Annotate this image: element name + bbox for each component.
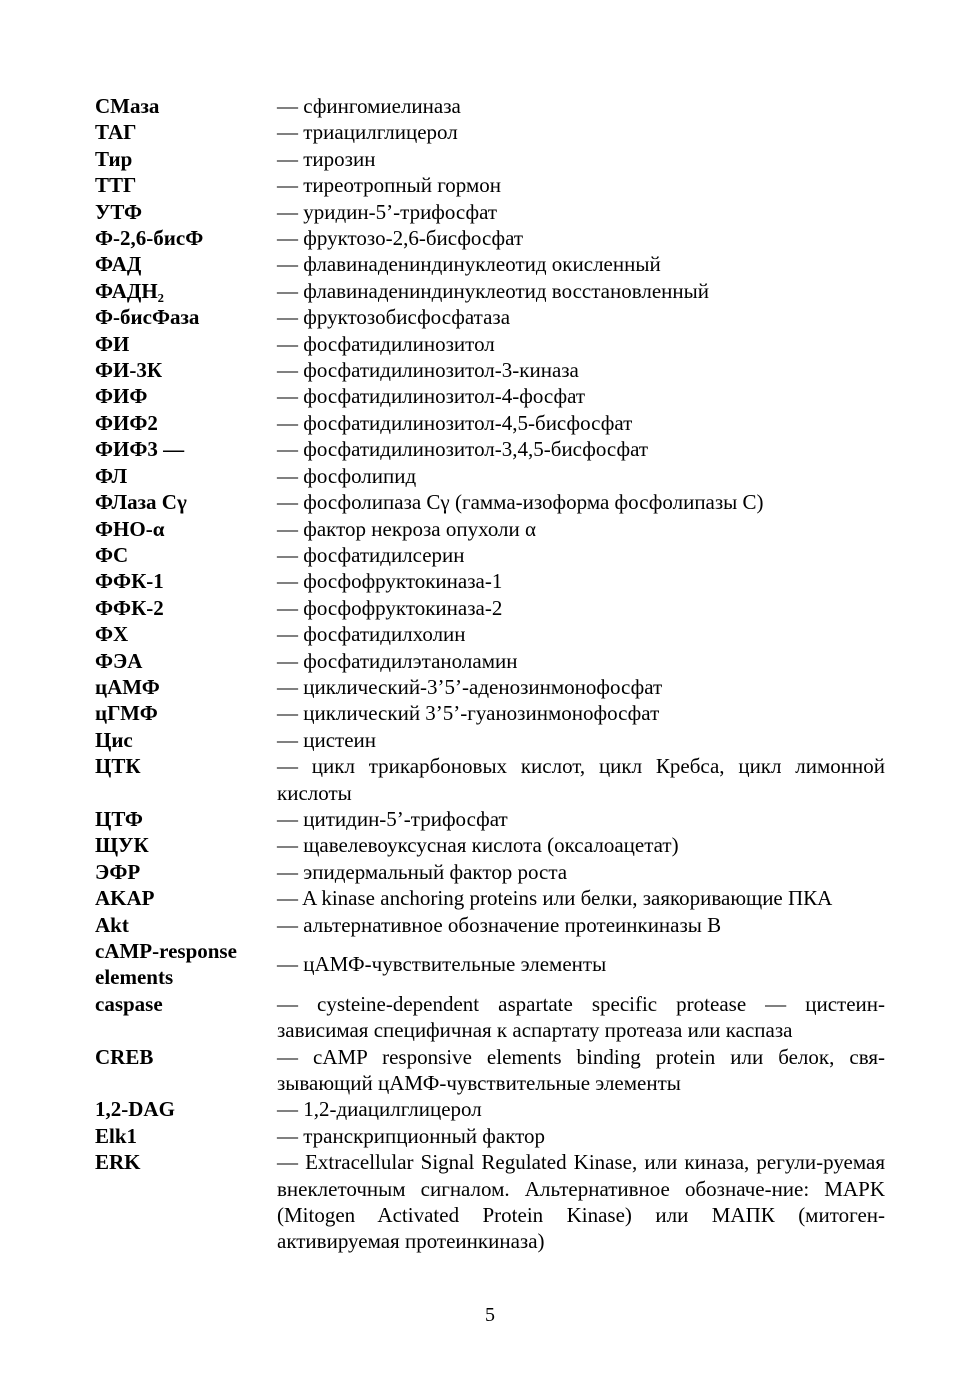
glossary-entry [95, 278, 885, 304]
page-number: 5 [485, 1304, 495, 1326]
glossary-definition: — фосфатидилинозитол-4-фосфат [277, 384, 586, 409]
glossary-definition: — тирозин [277, 146, 376, 171]
glossary-term: ФИФ2 [95, 410, 158, 435]
glossary-term: Akt [95, 912, 129, 937]
glossary-entry [95, 674, 885, 700]
glossary-definition: — фосфатидилинозитол-3,4,5-бисфосфат [277, 437, 649, 462]
glossary-definition: — уридин-5’-трифосфат [277, 199, 498, 224]
glossary-term: Ф-2,6-бисФ [95, 226, 204, 251]
glossary-entry [95, 410, 885, 436]
glossary-entry [95, 912, 885, 938]
glossary-entry [95, 304, 885, 330]
glossary-definition: — фосфатидилинозитол [277, 331, 495, 356]
glossary-definition: — cAMP responsive elements binding protein или белок, свя-зывающий цАМФ-чувствительные элементы [277, 1044, 885, 1096]
glossary-definition: — фосфолипид [277, 463, 417, 488]
glossary-term: ТАГ [95, 120, 137, 145]
glossary-entry [95, 436, 885, 462]
glossary-term: ERK [95, 1150, 141, 1175]
glossary-term: ФФК-2 [95, 595, 164, 620]
glossary-entry [95, 542, 885, 568]
glossary-term: 1,2-DAG [95, 1097, 175, 1122]
glossary-definition: — сфингомиелиназа [277, 94, 461, 118]
glossary-entry [95, 700, 885, 726]
glossary-term: Elk1 [95, 1123, 138, 1148]
glossary-term: CREB [95, 1044, 154, 1069]
glossary-definition: — cysteine-dependent aspartate specific protease — цистеин-зависимая специфичная к аспартату протеаза или каспаза [277, 991, 885, 1043]
glossary-definition: — фосфофруктокиназа-1 [277, 569, 503, 594]
glossary-definition: — фосфатидилинозитол-3-киназа [277, 358, 579, 383]
glossary-entry [95, 172, 885, 198]
glossary-definition: — 1,2-диацилглицерол [277, 1097, 482, 1122]
glossary-definition: — цистеин [277, 727, 377, 752]
glossary-term: ФФК-1 [95, 569, 164, 594]
glossary-entry [95, 727, 885, 753]
glossary-entry [95, 516, 885, 542]
glossary-term: ФАДН₂ [95, 278, 164, 303]
glossary-term: ФХ [95, 622, 129, 647]
glossary-definition: — фосфофруктокиназа-2 [277, 595, 503, 620]
glossary-definition: — флавинадениндинуклеотид восстановленный [277, 278, 709, 303]
glossary-entry [95, 991, 885, 1044]
glossary-definition: — фруктозо-2,6-бисфосфат [277, 226, 524, 251]
glossary-term: ТТГ [95, 173, 137, 198]
glossary-term: УТФ [95, 199, 142, 224]
glossary-definition: — фосфатидилхолин [277, 622, 466, 647]
glossary-entry [95, 595, 885, 621]
glossary-definition: — циклический 3’5’-гуанозинмонофосфат [277, 701, 660, 726]
glossary-definition: — цикл трикарбоновых кислот, цикл Кребса, цикл лимонной кислоты [277, 754, 885, 805]
glossary-entry [95, 832, 885, 858]
glossary-entry [95, 568, 885, 594]
glossary-term: ЦТФ [95, 806, 143, 831]
glossary-definition: — цАМФ-чувствительные элементы [277, 952, 607, 977]
glossary-entry [95, 489, 885, 515]
glossary-entry [95, 119, 885, 145]
glossary-term: ФЛаза Cγ [95, 490, 187, 515]
glossary-definition: — флавинадениндинуклеотид окисленный [277, 252, 661, 277]
glossary-entry [95, 753, 885, 806]
glossary-definition: — цитидин-5’-трифосфат [277, 806, 508, 831]
glossary-definition: — эпидермальный фактор роста [277, 859, 568, 884]
glossary-term: ФАД [95, 252, 142, 277]
glossary-definition: — альтернативное обозначение протеинкиназы В [277, 912, 722, 937]
glossary-entry [95, 1044, 885, 1097]
glossary-entry [95, 146, 885, 172]
glossary-term: цАМФ [95, 674, 160, 699]
glossary-definition: — фруктозобисфосфатаза [277, 305, 511, 330]
glossary-term: ФЭА [95, 648, 143, 673]
glossary-entry [95, 806, 885, 832]
glossary-term: Ф-бисФаза [95, 305, 200, 330]
glossary-list [95, 93, 885, 1255]
glossary-term: cAMP-response elements [95, 939, 237, 990]
glossary-term: caspase [95, 991, 163, 1016]
glossary-entry [95, 225, 885, 251]
glossary-definition: — триацилглицерол [277, 120, 458, 145]
glossary-definition: — фосфатидилэтаноламин [277, 648, 518, 673]
glossary-term: ФИФ [95, 384, 148, 409]
glossary-definition: — тиреотропный гормон [277, 173, 502, 198]
glossary-term: ЦТК [95, 754, 141, 779]
glossary-entry [95, 1149, 885, 1255]
glossary-entry [95, 383, 885, 409]
glossary-entry [95, 859, 885, 885]
glossary-term: ФИ-3К [95, 358, 163, 383]
glossary-entry [95, 885, 885, 911]
glossary-entry [95, 463, 885, 489]
glossary-term: ЭФР [95, 859, 141, 884]
glossary-definition: — щавелевоуксусная кислота (оксалоацетат) [277, 833, 679, 858]
glossary-term: ФНО-α [95, 516, 165, 541]
glossary-definition: — A kinase anchoring proteins или белки, заякоривающие ПКА [277, 886, 833, 911]
glossary-term: цГМФ [95, 701, 158, 726]
glossary-entry [95, 621, 885, 647]
glossary-definition: — фактор некроза опухоли α [277, 516, 537, 541]
glossary-term: ЩУК [95, 833, 149, 858]
glossary-term: СМаза [95, 94, 160, 118]
glossary-term: Тир [95, 146, 133, 171]
glossary-entry [95, 1096, 885, 1122]
glossary-definition: — фосфатидилинозитол-4,5-бисфосфат [277, 410, 633, 435]
glossary-term: Цис [95, 727, 133, 752]
glossary-term: ФС [95, 542, 129, 567]
glossary-entry [95, 331, 885, 357]
glossary-entry [95, 93, 885, 119]
glossary-entry [95, 1123, 885, 1149]
glossary-entry [95, 648, 885, 674]
glossary-definition: — транскрипционный фактор [277, 1123, 546, 1148]
glossary-term: ФЛ [95, 463, 128, 488]
glossary-definition: — циклический-3’5’-аденозинмонофосфат [277, 674, 663, 699]
glossary-entry [95, 357, 885, 383]
glossary-term: ФИФ3 — [95, 437, 185, 462]
glossary-definition: — Extracellular Signal Regulated Kinase, или киназа, регули-руемая внеклеточным сигналом. Альтернативное обозначе-ние: MAPK (Mitogen Activated Protein Kinase) или МАПК (митоген-активируемая протеинкиназа) [277, 1150, 885, 1254]
glossary-entry [95, 938, 885, 991]
glossary-term: AKAP [95, 886, 155, 911]
glossary-definition: — фосфатидилсерин [277, 542, 465, 567]
glossary-entry [95, 251, 885, 277]
glossary-term: ФИ [95, 331, 130, 356]
glossary-entry [95, 199, 885, 225]
glossary-definition: — фосфолипаза Cγ (гамма-изоформа фосфолипазы С) [277, 490, 764, 515]
